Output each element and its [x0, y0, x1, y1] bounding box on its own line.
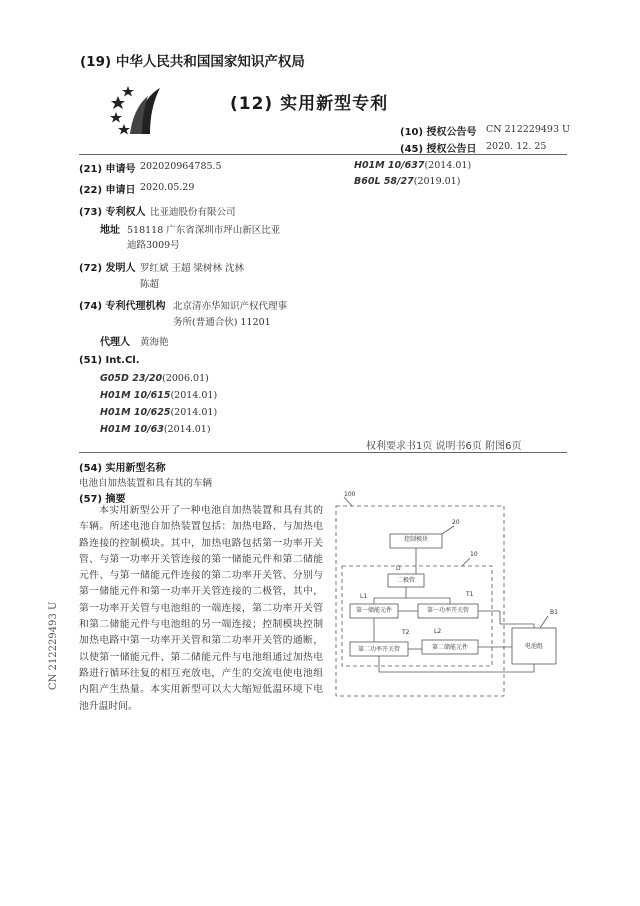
ref-t1: T1 [466, 591, 474, 598]
agency-label: (74) 专利代理机构 [79, 301, 166, 312]
ref-b1: B1 [550, 609, 558, 616]
t1-label: 第一功率开关管 [426, 607, 470, 614]
address-line1: 518118 广东省深圳市坪山新区比亚 [127, 225, 281, 236]
utility-name: 电池自加热装置和具有其的车辆 [79, 478, 213, 489]
app-no-value: 202020964785.5 [140, 161, 222, 172]
ipc-right-item: B60L 58/27(2019.01) [354, 176, 461, 187]
office-name: (19) 中华人民共和国国家知识产权局 [80, 54, 305, 70]
intcl-item: H01M 10/63(2014.01) [100, 424, 211, 435]
patentee-value: 比亚迪股份有限公司 [150, 207, 236, 218]
t2-label: 第二功率开关管 [357, 646, 401, 653]
ref-100: 100 [344, 491, 356, 498]
l2-label: 第二储能元件 [431, 644, 469, 651]
mid-rule [79, 452, 567, 453]
inventors-line2: 陈超 [140, 279, 160, 290]
pub-date-value: 2020. 12. 25 [486, 141, 547, 152]
agent-label: 代理人 [100, 337, 130, 348]
circuit-figure [330, 488, 570, 700]
ref-t2: T2 [402, 629, 410, 636]
device-outline [336, 506, 504, 696]
ref-10: 10 [470, 551, 478, 558]
inventor-label: (72) 发明人 [79, 263, 136, 274]
ref-l2: L2 [434, 628, 442, 635]
ref-l1: L1 [360, 593, 368, 600]
address-line2: 迪路3009号 [127, 240, 180, 251]
app-no-label: (21) 申请号 [79, 164, 136, 175]
address-label: 地址 [100, 225, 120, 236]
document-type-title: (12) 实用新型专利 [230, 94, 389, 114]
pub-date-label: (45) 授权公告日 [400, 144, 477, 155]
agency-line1: 北京清亦华知识产权代理事 [173, 301, 288, 312]
control-module-label: 控制模块 [403, 536, 429, 543]
pages-info: 权利要求书1页 说明书6页 附图6页 [366, 441, 522, 452]
ipc-right-item: H01M 10/637(2014.01) [354, 160, 472, 171]
app-date-value: 2020.05.29 [140, 182, 195, 193]
side-publication-number: CN 212229493 U [48, 601, 59, 690]
intcl-item: H01M 10/615(2014.01) [100, 390, 218, 401]
abstract-label: (57) 摘要 [79, 494, 126, 505]
agent-value: 黄海艳 [140, 337, 169, 348]
l1-label: 第一储能元件 [355, 607, 393, 614]
inventors-line1: 罗红斌 王超 梁树林 沈林 [140, 263, 245, 274]
ref-d: D [396, 565, 401, 572]
app-date-label: (22) 申请日 [79, 185, 136, 196]
pub-no-value: CN 212229493 U [486, 124, 571, 135]
diode-label: 二极管 [396, 577, 416, 584]
agency-line2: 务所(普通合伙) 11201 [173, 317, 271, 328]
cnipa-logo [108, 82, 170, 142]
pub-no-label: (10) 授权公告号 [400, 127, 477, 138]
abstract-text: 本实用新型公开了一种电池自加热装置和具有其的车辆。所述电池自加热装置包括：加热电路、与加热电路连接的控制模块。其中，加热电路包括第一功率开关管、与第一功率开关管连接的第一储能元件和第二储能元件、与第一储能元件连接的第二功率开关管、分别与第一储能元件和第一功率开关管连接的二极管，其中，第一功率开关管与电池组的一端连接，第二功率开关管和第二储能元件与电池组的另一端连接；控制模块控制加热电路中第一功率开关管和第二功率开关管的通断，以使第一储能元件、第二储能元件与电池组通过加热电路进行循环往复的相互充放电，产生的交流电使电池组内阻产生热量。本实用新型可以大大缩短低温环境下电池升温时间。 [79, 505, 323, 712]
battery-label: 电池组 [524, 643, 544, 650]
intcl-item: G05D 23/20(2006.01) [100, 373, 209, 384]
intcl-item: H01M 10/625(2014.01) [100, 407, 218, 418]
utility-name-label: (54) 实用新型名称 [79, 463, 166, 474]
header-rule [79, 154, 567, 155]
intcl-label: (51) Int.Cl. [79, 355, 140, 366]
ref-20: 20 [452, 519, 460, 526]
patentee-label: (73) 专利权人 [79, 207, 146, 218]
